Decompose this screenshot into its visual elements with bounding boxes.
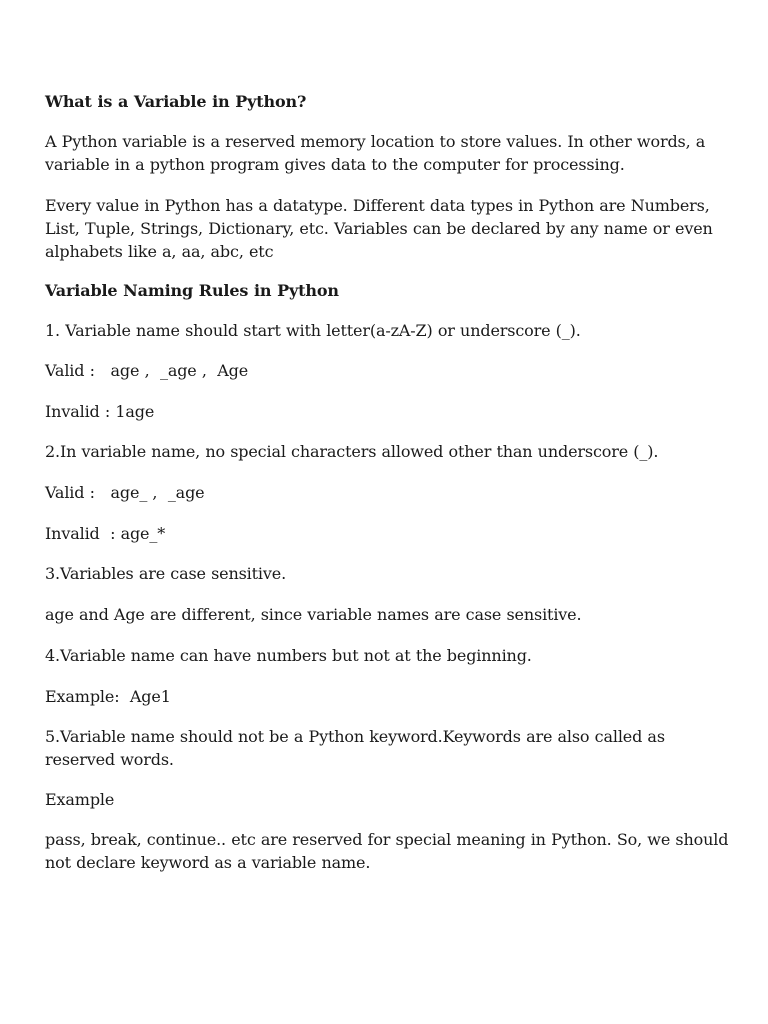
- rule-3: 3.Variables are case sensitive.: [45, 564, 287, 583]
- rule-5-note: pass, break, continue.. etc are reserved for special meaning in Python. So, we should not declare keyword as a variable name.: [45, 830, 734, 872]
- rule-2: 2.In variable name, no special characters allowed other than underscore (_).: [45, 442, 659, 461]
- heading-what-is-variable: What is a Variable in Python?: [45, 92, 307, 111]
- paragraph-definition: A Python variable is a reserved memory location to store values. In other words, a variable in a python program gives data to the computer for processing.: [45, 132, 711, 174]
- paragraph-datatypes: Every value in Python has a datatype. Different data types in Python are Numbers, List, Tuple, Strings, Dictionary, etc. Variables can be declared by any name or even alphabets like a, aa, abc, etc: [45, 196, 718, 261]
- rule-1: 1. Variable name should start with letter(a-zA-Z) or underscore (_).: [45, 321, 581, 340]
- heading-naming-rules: Variable Naming Rules in Python: [45, 281, 339, 300]
- rule-1-invalid: Invalid : 1age: [45, 402, 155, 421]
- rule-3-note: age and Age are different, since variable names are case sensitive.: [45, 605, 582, 624]
- rule-2-invalid: Invalid : age_*: [45, 524, 166, 543]
- rule-5: 5.Variable name should not be a Python keyword.Keywords are also called as reserved words.: [45, 727, 671, 769]
- rule-5-example-label: Example: [45, 790, 115, 809]
- rule-2-valid: Valid : age_ , _age: [45, 483, 205, 502]
- rule-4-example: Example: Age1: [45, 687, 171, 706]
- rule-1-valid: Valid : age , _age , Age: [45, 361, 249, 380]
- rule-4: 4.Variable name can have numbers but not at the beginning.: [45, 646, 532, 665]
